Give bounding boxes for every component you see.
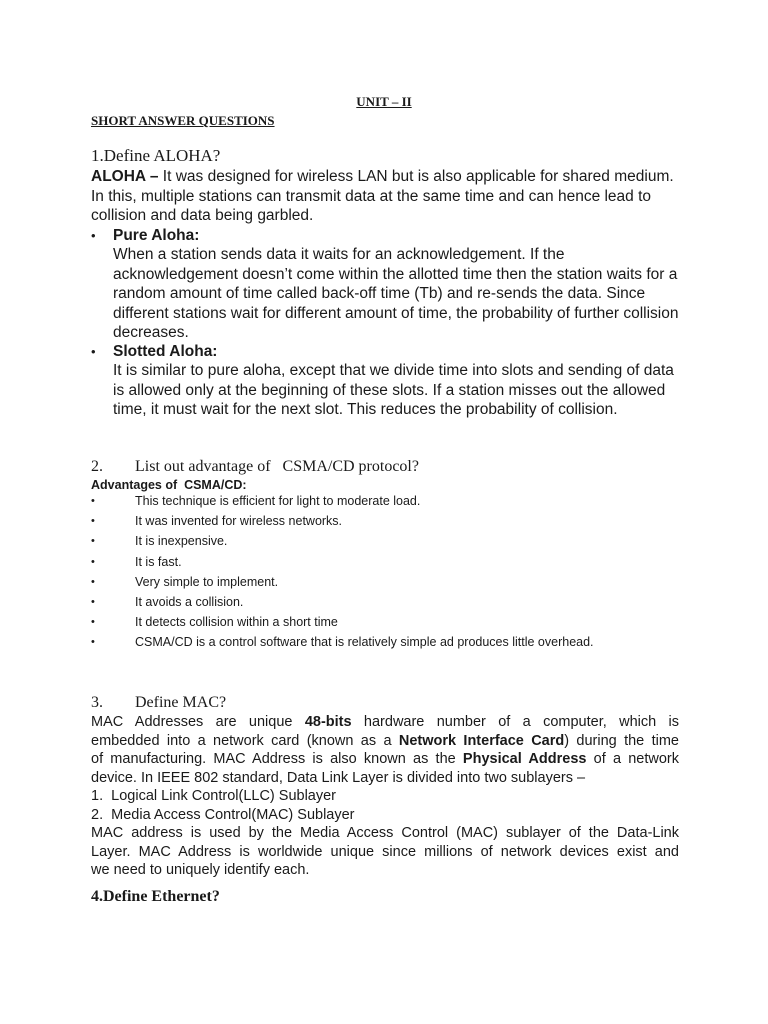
- list-item: • It avoids a collision.: [91, 594, 244, 609]
- bullet-icon: •: [91, 555, 95, 568]
- sublayer-item: 2. Media Access Control(MAC) Sublayer: [91, 806, 355, 823]
- mac-definition: [91, 713, 679, 880]
- list-item: • Very simple to implement.: [91, 574, 279, 589]
- question-2-text: List out advantage of CSMA/CD protocol?: [135, 458, 419, 475]
- bullet-icon: •: [91, 616, 95, 629]
- bullet-icon: •: [91, 495, 95, 507]
- aloha-term: ALOHA –: [91, 168, 159, 185]
- list-item: • It was invented for wireless networks.: [91, 514, 343, 529]
- list-item: • It is inexpensive.: [91, 534, 228, 549]
- pure-aloha-text: When a station sends data it waits for an acknowledgement. If the acknowledgement doesn’t come within the allotted time then the station waits for a random amount of time called back-off time (Tb) and re-sends the data. Since different stations wait for different amount of time, the probability of further collision decreases.: [113, 246, 679, 342]
- bullet-icon: •: [91, 595, 95, 608]
- slotted-aloha-heading: Slotted Aloha:: [113, 343, 218, 360]
- bullet-icon: •: [91, 344, 96, 359]
- question-3-title: [91, 694, 226, 712]
- question-2-title: [91, 458, 419, 476]
- pure-aloha-heading: Pure Aloha:: [113, 227, 200, 244]
- list-item: • CSMA/CD is a control software that is relatively simple ad produces little overhead.: [91, 635, 594, 650]
- slotted-aloha-text: It is similar to pure aloha, except that we divide time into slots and sending of data is allowed only at the beginning of these slots. If a station misses out the allowed time, it must wait for the next slot. This reduces the probability of collision.: [113, 362, 674, 419]
- mac-line-4: device. In IEEE 802 standard, Data Link Layer is divided into two sublayers –: [91, 769, 586, 786]
- question-3-number: 3.: [91, 694, 103, 711]
- bullet-icon: •: [91, 636, 95, 649]
- bullet-icon: •: [91, 575, 95, 588]
- question-1-title: 1.Define ALOHA?: [91, 146, 221, 165]
- advantages-list: [91, 493, 691, 655]
- mac-line-3: of manufacturing. MAC Address is also known as the Physical Address of a network: [91, 751, 679, 767]
- question-2-number: 2.: [91, 458, 103, 475]
- bullet-icon: •: [91, 515, 95, 528]
- mac-closing-line-1: MAC address is used by the Media Access Control (MAC) sublayer of the Data-Link: [91, 825, 679, 841]
- bullet-icon: •: [91, 228, 96, 243]
- section-title: SHORT ANSWER QUESTIONS: [91, 113, 275, 128]
- list-item: • This technique is efficient for light to moderate load.: [91, 494, 421, 508]
- question-3-text: Define MAC?: [135, 694, 227, 711]
- mac-closing-line-3: we need to uniquely identify each.: [91, 862, 310, 878]
- sublayer-item: 1. Logical Link Control(LLC) Sublayer: [91, 788, 337, 804]
- bullet-icon: •: [91, 535, 95, 548]
- aloha-definition: [91, 167, 679, 226]
- mac-closing-line-2: Layer. MAC Address is worldwide unique since millions of network devices exist and: [91, 843, 679, 860]
- advantages-heading: Advantages of CSMA/CD:: [91, 478, 247, 492]
- list-item: • It is fast.: [91, 554, 182, 569]
- mac-line-2: embedded into a network card (known as a Network Interface Card) during the time: [91, 732, 679, 749]
- list-item: • It detects collision within a short time: [91, 615, 338, 630]
- aloha-definition-text: It was designed for wireless LAN but is also applicable for shared medium. In this, multiple stations can transmit data at the same time and can hence lead to collision and data being garbled.: [91, 168, 674, 225]
- question-4-title: 4.Define Ethernet?: [91, 888, 220, 905]
- mac-line-1: MAC Addresses are unique 48-bits hardware number of a computer, which is: [91, 714, 679, 730]
- unit-title: UNIT – II: [356, 94, 412, 109]
